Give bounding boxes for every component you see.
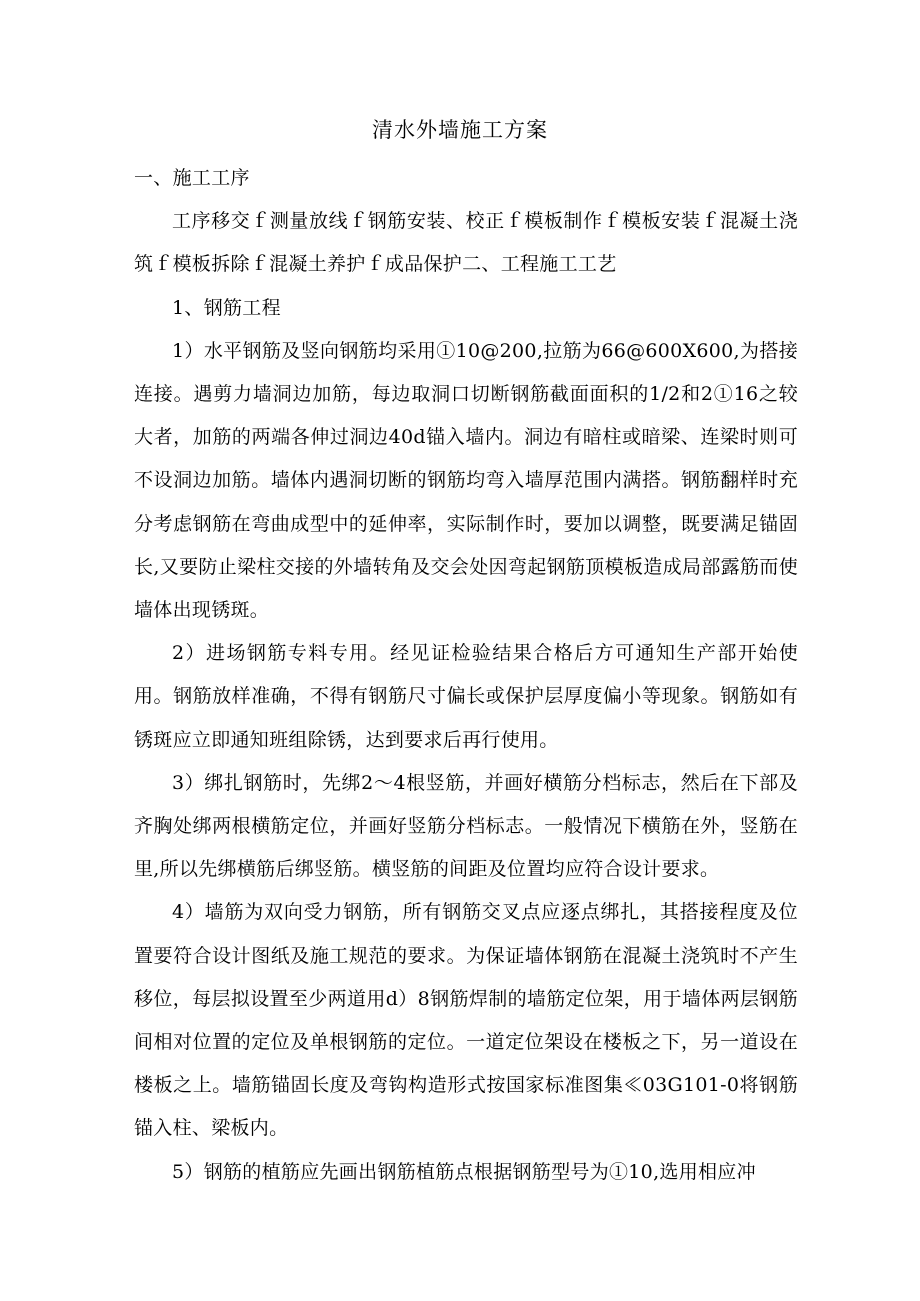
paragraph-item-5: 5）钢筋的植筋应先画出钢筋植筋点根据钢筋型号为①10,选用相应冲 bbox=[172, 1160, 756, 1183]
document-title: 清水外墙施工方案 bbox=[372, 118, 548, 142]
section-heading-construction-sequence: 一、施工工序 bbox=[134, 167, 250, 189]
document-body bbox=[134, 157, 798, 1194]
paragraph-item-4: 4）墙筋为双向受力钢筋，所有钢筋交叉点应逐点绑扎，其搭接程度及位置要符合设计图纸及施工规范的要求。为保证墙体钢筋在混凝土浇筑时不产生移位，每层拟设置至少两道用d）8钢筋焊制的墙筋定位架，用于墙体两层钢筋间相对位置的定位及单根钢筋的定位。一道定位架设在楼板之下，另一道设在楼板之上。墙筋锚固长度及弯钩构造形式按国家标准图集≪03G101-0将钢筋锚入柱、梁板内。 bbox=[134, 901, 798, 1140]
subheading-rebar-works: 1、钢筋工程 bbox=[172, 296, 281, 319]
paragraph-process-sequence: 工序移交ｆ测量放线ｆ钢筋安装、校正ｆ模板制作ｆ模板安装ｆ混凝土浇筑ｆ模板拆除ｆ混凝土养护ｆ成品保护二、工程施工工艺 bbox=[134, 210, 798, 276]
paragraph-item-1: 1）水平钢筋及竖向钢筋均采用①10@200,拉筋为66@600X600,为搭接连接。遇剪力墙洞边加筋，每边取洞口切断钢筋截面面积的1/2和2①16之较大者，加筋的两端各伸过洞边40d锚入墙内。洞边有暗柱或暗梁、连梁时则可不设洞边加筋。墙体内遇洞切断的钢筋均弯入墙厚范围内满搭。钢筋翻样时充分考虑钢筋在弯曲成型中的延伸率，实际制作时，要加以调整，既要满足锚固长,又要防止梁柱交接的外墙转角及交会处因弯起钢筋顶模板造成局部露筋而使墙体出现锈斑。 bbox=[134, 339, 798, 622]
paragraph-item-3: 3）绑扎钢筋时，先绑2～4根竖筋，并画好横筋分档标志，然后在下部及齐胸处绑两根横筋定位，并画好竖筋分档标志。一般情况下横筋在外，竖筋在里,所以先绑横筋后绑竖筋。横竖筋的间距及位置均应符合设计要求。 bbox=[134, 771, 798, 881]
paragraph-item-2: 2）进场钢筋专料专用。经见证检验结果合格后方可通知生产部开始使用。钢筋放样准确，不得有钢筋尺寸偏长或保护层厚度偏小等现象。钢筋如有锈斑应立即通知班组除锈，达到要求后再行使用。 bbox=[134, 642, 798, 751]
